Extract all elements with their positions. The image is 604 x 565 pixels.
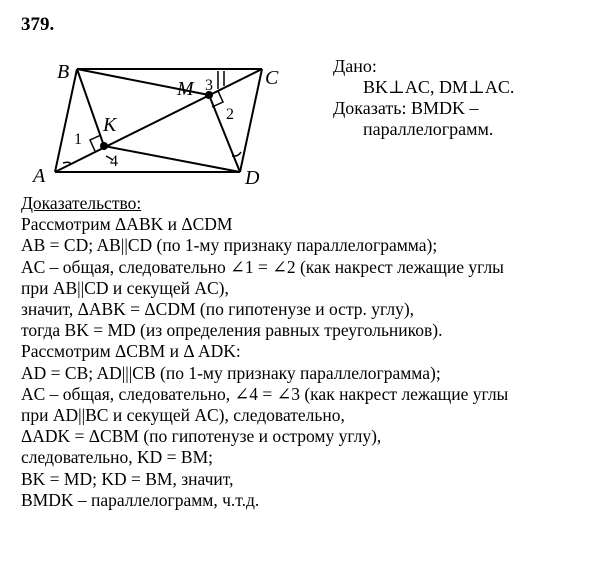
proof-line: ΔADK = ΔCBM (по гипотенузе и острому углу),: [21, 426, 382, 447]
label-m: M: [177, 78, 194, 100]
proof-line: при AD||BC и секущей AC), следовательно,: [21, 405, 345, 426]
label-c: C: [265, 67, 279, 89]
label-d: D: [245, 167, 260, 189]
side-ab: [55, 69, 77, 172]
problem-number: 379.: [21, 14, 55, 35]
given-title: Дано:: [333, 56, 377, 76]
proof-line: тогда BK = MD (из определения равных треугольников).: [21, 320, 443, 341]
angle-3-arc: [218, 71, 224, 89]
proof-line: AD = CB; AD|||CB (по 1-му признаку параллелограмма);: [21, 362, 441, 383]
proof-line: AB = CD; AB||CD (по 1-му признаку параллелограмма);: [21, 235, 438, 256]
proof-line: при AB||CD и секущей AC),: [21, 277, 229, 298]
proof-line: Рассмотрим ΔCBM и Δ ADK:: [21, 341, 241, 362]
side-cd: [240, 69, 262, 172]
angle-1-arc: [63, 162, 71, 164]
label-angle-4: 4: [110, 153, 118, 170]
point-k-dot: [100, 142, 108, 150]
parallelogram-figure: [0, 0, 330, 195]
proof-line: BK = MD; KD = BM, значит,: [21, 468, 234, 489]
proof-line: AC – общая, следовательно ∠1 = ∠2 (как накрест лежащие углы: [21, 256, 504, 277]
right-angle-k: [90, 135, 101, 151]
prove-line-2: параллелограмм.: [363, 119, 494, 139]
given-block: [333, 56, 514, 140]
proof-block: [21, 193, 508, 511]
proof-line: Рассмотрим ΔABK и ΔCDM: [21, 214, 233, 235]
segment-kd: [104, 146, 240, 172]
label-k: K: [103, 114, 117, 136]
proof-line: значит, ΔABK = ΔCDM (по гипотенузе и остр. углу),: [21, 299, 415, 320]
proof-line: BMDK – параллелограмм, ч.т.д.: [21, 489, 260, 510]
given-condition: BK⊥AC, DM⊥AC.: [363, 77, 515, 97]
prove-line-1: Доказать: BMDK –: [333, 98, 479, 118]
label-a: A: [33, 165, 46, 187]
proof-heading: Доказательство:: [21, 193, 142, 213]
label-angle-3: 3: [205, 77, 213, 94]
label-angle-2: 2: [226, 106, 234, 123]
label-b: B: [57, 61, 70, 83]
proof-line: следовательно, KD = BM;: [21, 447, 214, 468]
label-angle-1: 1: [74, 131, 82, 148]
proof-line: AC – общая, следовательно, ∠4 = ∠3 (как накрест лежащие углы: [21, 383, 509, 404]
